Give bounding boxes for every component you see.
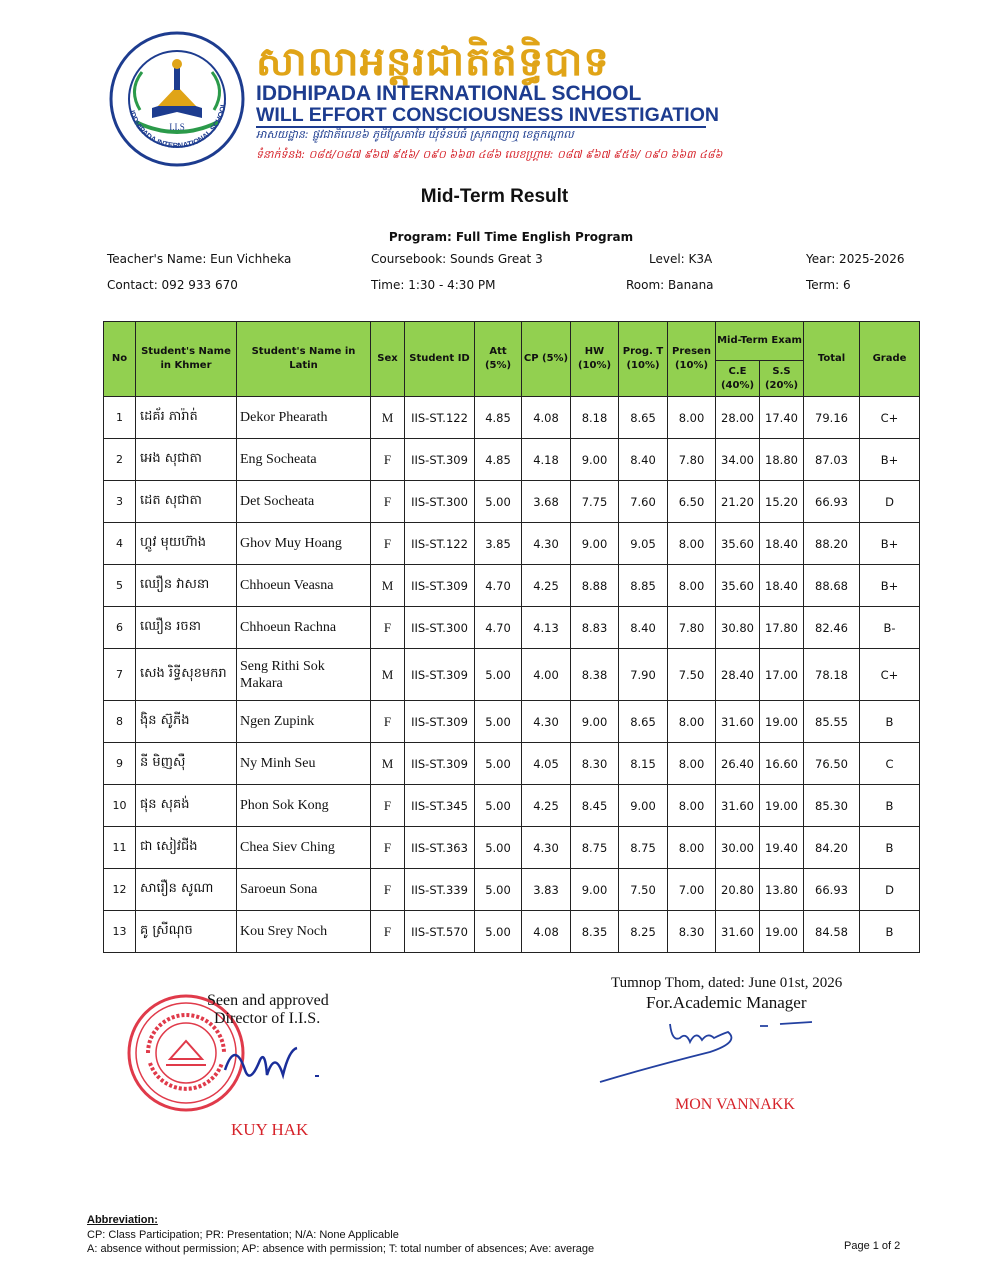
cell-att: 4.85 bbox=[475, 397, 522, 439]
cell-sex: F bbox=[371, 607, 405, 649]
cell-ss: 13.80 bbox=[760, 869, 804, 911]
cell-ce: 31.60 bbox=[716, 911, 760, 953]
cell-hw: 9.00 bbox=[571, 523, 619, 565]
table-row bbox=[104, 565, 920, 607]
director-name: KUY HAK bbox=[231, 1120, 309, 1139]
cell-ce: 28.00 bbox=[716, 397, 760, 439]
cell-no: 2 bbox=[104, 439, 136, 481]
cell-presen: 7.00 bbox=[668, 869, 716, 911]
svg-text:I.I.S: I.I.S bbox=[169, 122, 185, 132]
cell-grade: B+ bbox=[860, 523, 920, 565]
header-ss: S.S (20%) bbox=[760, 361, 804, 397]
table-row bbox=[104, 743, 920, 785]
cell-sex: M bbox=[371, 397, 405, 439]
cell-hw: 8.45 bbox=[571, 785, 619, 827]
cell-ss: 19.40 bbox=[760, 827, 804, 869]
cell-ce: 20.80 bbox=[716, 869, 760, 911]
cell-no: 8 bbox=[104, 701, 136, 743]
cell-att: 5.00 bbox=[475, 481, 522, 523]
table-row bbox=[104, 649, 920, 701]
cell-att: 4.70 bbox=[475, 565, 522, 607]
table-row bbox=[104, 701, 920, 743]
cell-grade: D bbox=[860, 481, 920, 523]
cell-khmer-name: ង៉ិន ស៊ូភីង bbox=[136, 701, 237, 743]
abbreviation-line-1: CP: Class Participation; PR: Presentation; N/A: None Applicable bbox=[87, 1229, 399, 1241]
cell-ce: 31.60 bbox=[716, 701, 760, 743]
cell-ss: 17.40 bbox=[760, 397, 804, 439]
cell-hw: 8.88 bbox=[571, 565, 619, 607]
cell-prog: 8.40 bbox=[619, 439, 668, 481]
cell-presen: 8.00 bbox=[668, 701, 716, 743]
cell-grade: C bbox=[860, 743, 920, 785]
cell-cp: 4.18 bbox=[522, 439, 571, 481]
cell-sex: M bbox=[371, 565, 405, 607]
cell-cp: 4.08 bbox=[522, 911, 571, 953]
cell-khmer-name: ឈឿន រចនា bbox=[136, 607, 237, 649]
table-row bbox=[104, 439, 920, 481]
cell-latin-name: Chhoeun Veasna bbox=[237, 565, 371, 607]
cell-total: 66.93 bbox=[804, 869, 860, 911]
cell-student-id: IIS-ST.345 bbox=[405, 785, 475, 827]
cell-no: 13 bbox=[104, 911, 136, 953]
cell-att: 3.85 bbox=[475, 523, 522, 565]
cell-presen: 8.00 bbox=[668, 565, 716, 607]
cell-khmer-name: ផុន សុគង់ bbox=[136, 785, 237, 827]
cell-prog: 8.85 bbox=[619, 565, 668, 607]
cell-hw: 9.00 bbox=[571, 439, 619, 481]
cell-att: 5.00 bbox=[475, 869, 522, 911]
cell-presen: 8.00 bbox=[668, 523, 716, 565]
teacher-name: Teacher's Name: Eun Vichheka bbox=[107, 252, 292, 266]
cell-student-id: IIS-ST.122 bbox=[405, 397, 475, 439]
cell-grade: B+ bbox=[860, 439, 920, 481]
cell-khmer-name: ដេគ័រ ភារ៉ាត់ bbox=[136, 397, 237, 439]
cell-att: 5.00 bbox=[475, 743, 522, 785]
cell-no: 4 bbox=[104, 523, 136, 565]
cell-cp: 4.00 bbox=[522, 649, 571, 701]
cell-khmer-name: ហ្គូវ មុយហ៊ាង bbox=[136, 523, 237, 565]
cell-cp: 4.30 bbox=[522, 827, 571, 869]
cell-ce: 34.00 bbox=[716, 439, 760, 481]
cell-sex: M bbox=[371, 649, 405, 701]
cell-att: 5.00 bbox=[475, 827, 522, 869]
cell-grade: B bbox=[860, 785, 920, 827]
cell-khmer-name: អេង សុជាតា bbox=[136, 439, 237, 481]
cell-att: 4.70 bbox=[475, 607, 522, 649]
term: Term: 6 bbox=[806, 278, 851, 292]
cell-total: 85.55 bbox=[804, 701, 860, 743]
header-grade: Grade bbox=[860, 322, 920, 397]
cell-ce: 28.40 bbox=[716, 649, 760, 701]
cell-sex: F bbox=[371, 481, 405, 523]
table-row bbox=[104, 397, 920, 439]
cell-no: 5 bbox=[104, 565, 136, 607]
cell-total: 76.50 bbox=[804, 743, 860, 785]
cell-ce: 35.60 bbox=[716, 565, 760, 607]
cell-cp: 4.25 bbox=[522, 565, 571, 607]
cell-ce: 31.60 bbox=[716, 785, 760, 827]
cell-total: 82.46 bbox=[804, 607, 860, 649]
program-line: Program: Full Time English Program bbox=[388, 230, 634, 244]
cell-hw: 8.35 bbox=[571, 911, 619, 953]
level: Level: K3A bbox=[649, 252, 713, 266]
cell-cp: 4.30 bbox=[522, 523, 571, 565]
header-presen: Presen (10%) bbox=[668, 322, 716, 397]
cell-khmer-name: ជា សៀវជីង bbox=[136, 827, 237, 869]
cell-student-id: IIS-ST.309 bbox=[405, 439, 475, 481]
cell-hw: 8.38 bbox=[571, 649, 619, 701]
cell-sex: F bbox=[371, 911, 405, 953]
school-address: អាសយដ្ឋាន: ផ្លូវជាតិលេខ៦ ភូមិស្រែតាមៃ ឃុំទំនប់ធំ ស្រុកពញាឮ ខេត្តកណ្តាល bbox=[256, 128, 574, 141]
manager-signature-icon bbox=[590, 1012, 820, 1090]
header-no: No bbox=[104, 322, 136, 397]
school-logo bbox=[108, 30, 246, 168]
cell-total: 79.16 bbox=[804, 397, 860, 439]
cell-grade: B- bbox=[860, 607, 920, 649]
cell-hw: 8.18 bbox=[571, 397, 619, 439]
document-title: Mid-Term Result bbox=[420, 186, 569, 207]
cell-latin-name: Ghov Muy Hoang bbox=[237, 523, 371, 565]
table-row bbox=[104, 869, 920, 911]
cell-presen: 8.00 bbox=[668, 743, 716, 785]
cell-sex: F bbox=[371, 523, 405, 565]
manager-name: MON VANNAKK bbox=[675, 1096, 795, 1113]
cell-hw: 8.75 bbox=[571, 827, 619, 869]
cell-hw: 8.30 bbox=[571, 743, 619, 785]
cell-student-id: IIS-ST.309 bbox=[405, 701, 475, 743]
results-table bbox=[103, 321, 920, 953]
cell-prog: 7.90 bbox=[619, 649, 668, 701]
table-row bbox=[104, 785, 920, 827]
cell-khmer-name: គូ ស្រីណុច bbox=[136, 911, 237, 953]
coursebook: Coursebook: Sounds Great 3 bbox=[371, 252, 543, 266]
approval-line-2: Director of I.I.S. bbox=[214, 1010, 321, 1027]
cell-presen: 8.00 bbox=[668, 827, 716, 869]
director-signature-icon bbox=[205, 1030, 335, 1090]
cell-latin-name: Kou Srey Noch bbox=[237, 911, 371, 953]
cell-ss: 18.80 bbox=[760, 439, 804, 481]
cell-presen: 8.30 bbox=[668, 911, 716, 953]
school-motto: WILL EFFORT CONSCIOUSNESS INVESTIGATION bbox=[256, 104, 719, 126]
cell-student-id: IIS-ST.300 bbox=[405, 607, 475, 649]
cell-total: 85.30 bbox=[804, 785, 860, 827]
cell-latin-name: Eng Socheata bbox=[237, 439, 371, 481]
cell-student-id: IIS-ST.363 bbox=[405, 827, 475, 869]
cell-student-id: IIS-ST.339 bbox=[405, 869, 475, 911]
table-row bbox=[104, 911, 920, 953]
cell-cp: 4.08 bbox=[522, 397, 571, 439]
header-total: Total bbox=[804, 322, 860, 397]
cell-grade: C+ bbox=[860, 649, 920, 701]
manager-title: For.Academic Manager bbox=[646, 993, 807, 1012]
school-name-english: IDDHIPADA INTERNATIONAL SCHOOL bbox=[256, 82, 642, 105]
cell-presen: 6.50 bbox=[668, 481, 716, 523]
cell-ss: 18.40 bbox=[760, 523, 804, 565]
header-khmer-name: Student's Name in Khmer bbox=[136, 322, 237, 397]
cell-grade: B bbox=[860, 911, 920, 953]
cell-ss: 17.80 bbox=[760, 607, 804, 649]
cell-no: 12 bbox=[104, 869, 136, 911]
cell-prog: 8.65 bbox=[619, 701, 668, 743]
approval-line-1: Seen and approved bbox=[207, 992, 329, 1009]
cell-sex: F bbox=[371, 869, 405, 911]
header-sex: Sex bbox=[371, 322, 405, 397]
table-row bbox=[104, 827, 920, 869]
cell-hw: 8.83 bbox=[571, 607, 619, 649]
cell-total: 87.03 bbox=[804, 439, 860, 481]
cell-khmer-name: ដេត សុជាតា bbox=[136, 481, 237, 523]
cell-sex: M bbox=[371, 743, 405, 785]
cell-att: 5.00 bbox=[475, 649, 522, 701]
svg-text:IDDHIPADA INTERNATIONAL SCHOOL: IDDHIPADA INTERNATIONAL SCHOOL bbox=[127, 101, 228, 151]
cell-prog: 9.05 bbox=[619, 523, 668, 565]
cell-student-id: IIS-ST.570 bbox=[405, 911, 475, 953]
cell-presen: 7.80 bbox=[668, 439, 716, 481]
cell-prog: 7.60 bbox=[619, 481, 668, 523]
cell-khmer-name: សារឿន សូណា bbox=[136, 869, 237, 911]
cell-prog: 7.50 bbox=[619, 869, 668, 911]
cell-no: 3 bbox=[104, 481, 136, 523]
school-name-khmer: សាលាអន្តរជាតិឥទ្ធិបាទ bbox=[256, 38, 610, 85]
cell-ce: 26.40 bbox=[716, 743, 760, 785]
abbreviation-title: Abbreviation: bbox=[87, 1214, 158, 1226]
cell-khmer-name: សេង រិទ្ធីសុខមករា bbox=[136, 649, 237, 701]
cell-latin-name: Dekor Phearath bbox=[237, 397, 371, 439]
cell-student-id: IIS-ST.309 bbox=[405, 565, 475, 607]
cell-total: 66.93 bbox=[804, 481, 860, 523]
cell-prog: 8.25 bbox=[619, 911, 668, 953]
table-row bbox=[104, 523, 920, 565]
abbreviation-line-2: A: absence without permission; AP: absence with permission; T: total number of absences; Ave: average bbox=[87, 1243, 595, 1255]
cell-cp: 4.30 bbox=[522, 701, 571, 743]
cell-prog: 9.00 bbox=[619, 785, 668, 827]
cell-khmer-name: ឈឿន វាសនា bbox=[136, 565, 237, 607]
cell-no: 9 bbox=[104, 743, 136, 785]
room: Room: Banana bbox=[626, 278, 714, 292]
cell-latin-name: Seng Rithi Sok Makara bbox=[237, 649, 371, 701]
cell-total: 78.18 bbox=[804, 649, 860, 701]
cell-total: 88.20 bbox=[804, 523, 860, 565]
cell-latin-name: Chea Siev Ching bbox=[237, 827, 371, 869]
cell-latin-name: Det Socheata bbox=[237, 481, 371, 523]
cell-student-id: IIS-ST.300 bbox=[405, 481, 475, 523]
cell-latin-name: Ny Minh Seu bbox=[237, 743, 371, 785]
cell-cp: 4.13 bbox=[522, 607, 571, 649]
cell-hw: 9.00 bbox=[571, 701, 619, 743]
cell-sex: F bbox=[371, 439, 405, 481]
table-row bbox=[104, 607, 920, 649]
cell-ss: 17.00 bbox=[760, 649, 804, 701]
cell-att: 5.00 bbox=[475, 701, 522, 743]
cell-att: 5.00 bbox=[475, 785, 522, 827]
header-att: Att (5%) bbox=[475, 322, 522, 397]
results-table-body bbox=[104, 397, 920, 953]
cell-ss: 15.20 bbox=[760, 481, 804, 523]
cell-cp: 3.68 bbox=[522, 481, 571, 523]
cell-grade: B bbox=[860, 701, 920, 743]
school-year: Year: 2025-2026 bbox=[806, 252, 905, 266]
cell-cp: 4.25 bbox=[522, 785, 571, 827]
header-prog: Prog. T (10%) bbox=[619, 322, 668, 397]
cell-presen: 8.00 bbox=[668, 397, 716, 439]
cell-presen: 8.00 bbox=[668, 785, 716, 827]
cell-hw: 7.75 bbox=[571, 481, 619, 523]
cell-sex: F bbox=[371, 827, 405, 869]
cell-ss: 19.00 bbox=[760, 785, 804, 827]
cell-student-id: IIS-ST.309 bbox=[405, 743, 475, 785]
cell-presen: 7.80 bbox=[668, 607, 716, 649]
cell-ce: 21.20 bbox=[716, 481, 760, 523]
cell-grade: B+ bbox=[860, 565, 920, 607]
cell-total: 84.20 bbox=[804, 827, 860, 869]
cell-latin-name: Ngen Zupink bbox=[237, 701, 371, 743]
cell-no: 1 bbox=[104, 397, 136, 439]
cell-att: 5.00 bbox=[475, 911, 522, 953]
cell-cp: 3.83 bbox=[522, 869, 571, 911]
cell-ss: 19.00 bbox=[760, 701, 804, 743]
cell-student-id: IIS-ST.122 bbox=[405, 523, 475, 565]
cell-ce: 30.00 bbox=[716, 827, 760, 869]
cell-ce: 30.80 bbox=[716, 607, 760, 649]
cell-no: 11 bbox=[104, 827, 136, 869]
cell-latin-name: Saroeun Sona bbox=[237, 869, 371, 911]
cell-grade: D bbox=[860, 869, 920, 911]
header-hw: HW (10%) bbox=[571, 322, 619, 397]
signing-date: Tumnop Thom, dated: June 01st, 2026 bbox=[611, 975, 843, 991]
cell-prog: 8.65 bbox=[619, 397, 668, 439]
table-row bbox=[104, 481, 920, 523]
header-midterm-exam: Mid-Term Exam bbox=[716, 322, 804, 361]
cell-cp: 4.05 bbox=[522, 743, 571, 785]
cell-prog: 8.15 bbox=[619, 743, 668, 785]
cell-ss: 18.40 bbox=[760, 565, 804, 607]
cell-ce: 35.60 bbox=[716, 523, 760, 565]
class-time: Time: 1:30 - 4:30 PM bbox=[371, 278, 496, 292]
cell-prog: 8.75 bbox=[619, 827, 668, 869]
cell-presen: 7.50 bbox=[668, 649, 716, 701]
cell-latin-name: Phon Sok Kong bbox=[237, 785, 371, 827]
cell-grade: B bbox=[860, 827, 920, 869]
cell-total: 88.68 bbox=[804, 565, 860, 607]
cell-ss: 16.60 bbox=[760, 743, 804, 785]
cell-hw: 9.00 bbox=[571, 869, 619, 911]
teacher-contact: Contact: 092 933 670 bbox=[107, 278, 238, 292]
cell-no: 6 bbox=[104, 607, 136, 649]
cell-student-id: IIS-ST.309 bbox=[405, 649, 475, 701]
cell-att: 4.85 bbox=[475, 439, 522, 481]
header-ce: C.E (40%) bbox=[716, 361, 760, 397]
cell-total: 84.58 bbox=[804, 911, 860, 953]
cell-latin-name: Chhoeun Rachna bbox=[237, 607, 371, 649]
cell-no: 7 bbox=[104, 649, 136, 701]
cell-sex: F bbox=[371, 785, 405, 827]
school-contact: ទំនាក់ទំនង: ០៨៥/០៨៧ ៩៦៧ ៩៥៦/ ០៩០ ៦៦៣ ៤៨៦ លេខហ្គ្រាម: ០៨៧ ៩៦៧ ៩៥៦/ ០៩០ ៦៦៣ ៤៨៦ bbox=[256, 148, 723, 161]
cell-grade: C+ bbox=[860, 397, 920, 439]
cell-ss: 19.00 bbox=[760, 911, 804, 953]
cell-khmer-name: នី មិញស៊ឺ bbox=[136, 743, 237, 785]
cell-prog: 8.40 bbox=[619, 607, 668, 649]
cell-no: 10 bbox=[104, 785, 136, 827]
page-number: Page 1 of 2 bbox=[844, 1240, 901, 1252]
cell-sex: F bbox=[371, 701, 405, 743]
header-latin-name: Student's Name in Latin bbox=[237, 322, 371, 397]
header-cp: CP (5%) bbox=[522, 322, 571, 397]
header-student-id: Student ID bbox=[405, 322, 475, 397]
